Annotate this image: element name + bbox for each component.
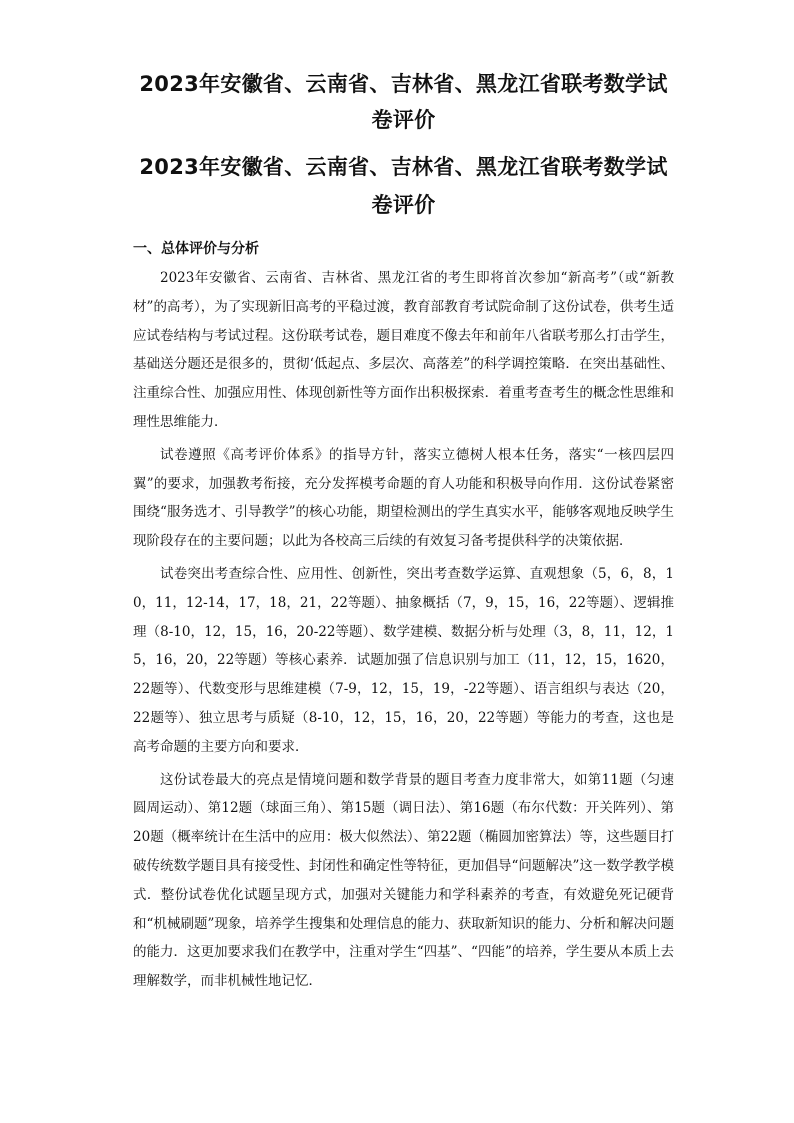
paragraph-highlights: 这份试卷最大的亮点是情境问题和数学背景的题目考查力度非常大，如第11题（匀速圆周运动）、第12题（球面三角）、第15题（调日法）、第16题（布尔代数：开关阵列）、第20题（概率统计在生活中的应用：极大似然法）、第22题（椭圆加密算法）等，这些题目打破传统数学题目具有接受性、封闭性和确定性等特征，更加倡导“问题解决”这一数学教学模式．整份试卷优化试题呈现方式，加强对关键能力和学科素养的考查，有效避免死记硬背和“机械刷题”现象，培养学生搜集和处理信息的能力、获取新知识的能力、分析和解决问题的能力．这更加要求我们在教学中，注重对学生“四基”、“四能”的培养，学生要从本质上去理解数学，而非机械性地记忆． [133, 771, 674, 990]
document-title: 2023年安徽省、云南省、吉林省、黑龙江省联考数学试卷评价 [139, 72, 668, 132]
paragraph-core-literacy: 试卷突出考查综合性、应用性、创新性，突出考查数学运算、直观想象（5，6，8，10，11，12-14，17，18，21，22等题）、抽象概括（7，9，15，16，22等题）、逻辑推理（8-10，12，15，16，20-22等题）、数学建模、数据分析与处理（3，8，11，12，15，16，20，22等题）等核心素养．试题加强了信息识别与加工（11，12，15，1620，22题等）、代数变形与思维建模（7-9，12，15，19，-22等题）、语言组织与表达（20，22题等）、独立思考与质疑（8-10，12，15，16，20，22等题）等能力的考查，这也是高考命题的主要方向和要求． [133, 565, 674, 755]
section-heading: 一、总体评价与分析 [133, 241, 259, 257]
document-title-repeat: 2023年安徽省、云南省、吉林省、黑龙江省联考数学试卷评价 [139, 155, 668, 217]
paragraph-overview: 2023年安徽省、云南省、吉林省、黑龙江省的考生即将首次参加“新高考”（或“新教材”的高考），为了实现新旧高考的平稳过渡，教育部教育考试院命制了这份试卷，供考生适应试卷结构与考试过程。这份联考试卷，题目难度不像去年和前年八省联考那么打击学生，基础送分题还是很多的，贯彻‘低起点、多层次、高落差”的科学调控策略．在突出基础性、注重综合性、加强应用性、体现创新性等方面作出积极探索．着重考查考生的概念性思维和理性思维能力． [133, 270, 674, 430]
paragraph-guidelines: 试卷遵照《高考评价体系》的指导方针，落实立德树人根本任务，落实“一核四层四翼”的要求，加强教考衔接，充分发挥模考命题的育人功能和积极导向作用．这份试卷紧密围绕“服务选才、引导教学”的核心功能，期望检测出的学生真实水平，能够客观地反映学生现阶段存在的主要问题；以此为各校高三后续的有效复习备考提供科学的决策依据． [133, 446, 674, 550]
